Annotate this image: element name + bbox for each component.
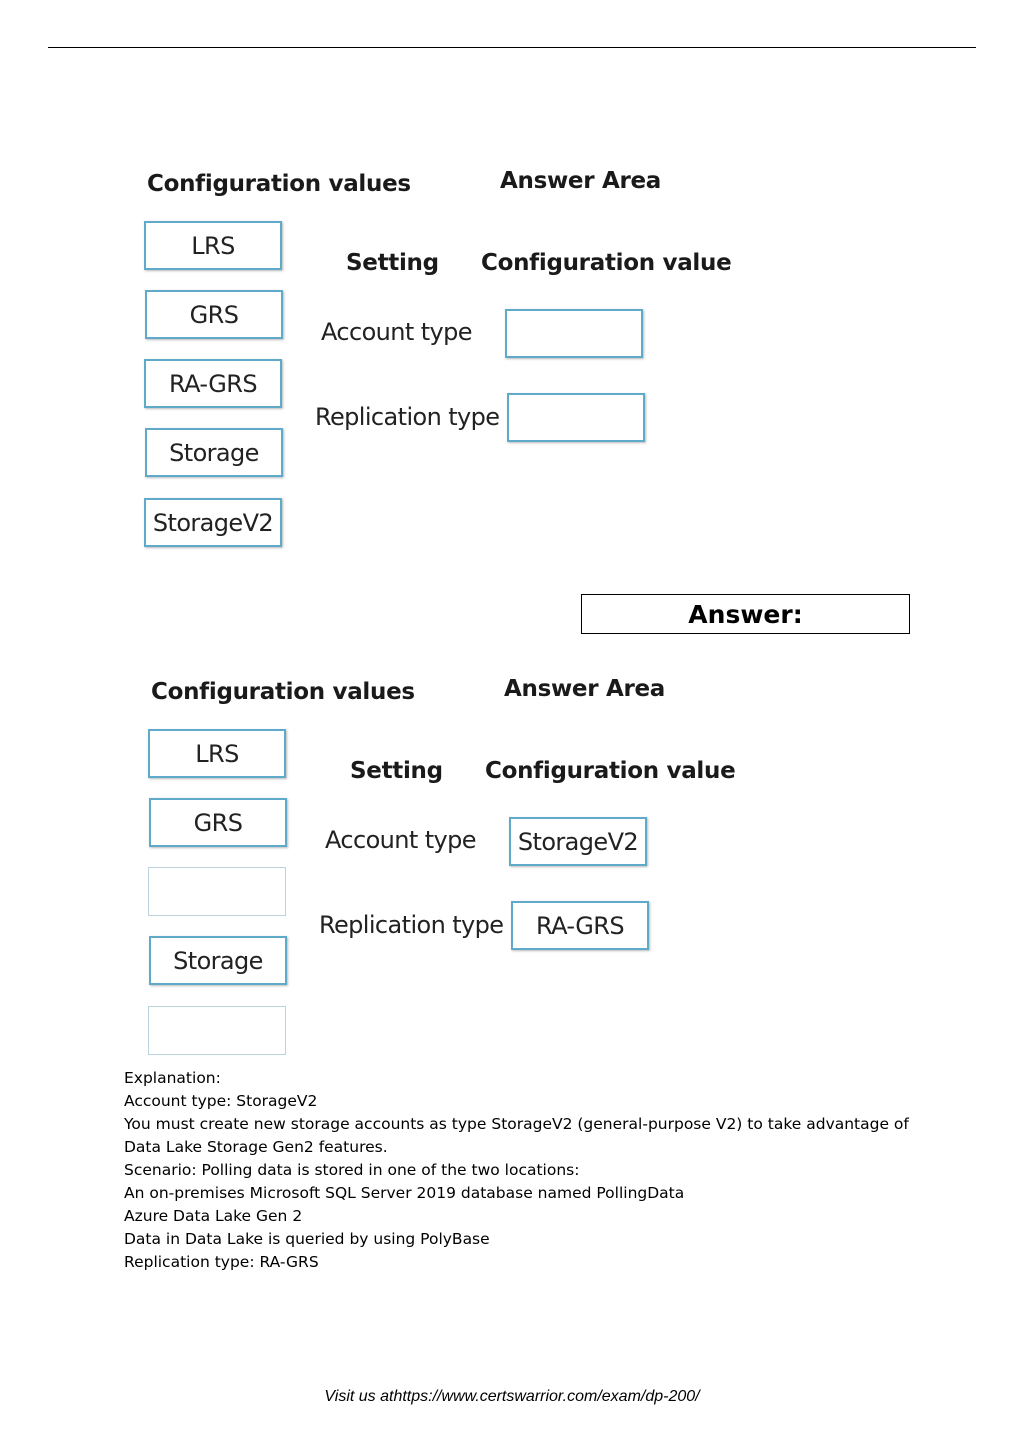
explanation-line: Data Lake Storage Gen2 features. bbox=[124, 1138, 388, 1156]
account-type-value[interactable]: StorageV2 bbox=[509, 817, 647, 866]
explanation-line: Account type: StorageV2 bbox=[124, 1092, 318, 1110]
explanation-line: Scenario: Polling data is stored in one of the two locations: bbox=[124, 1161, 580, 1179]
replication-type-label: Replication type bbox=[319, 911, 504, 939]
option-ra-grs[interactable]: RA-GRS bbox=[144, 359, 282, 408]
explanation-line: Azure Data Lake Gen 2 bbox=[124, 1207, 303, 1225]
explanation-line: An on-premises Microsoft SQL Server 2019 database named PollingData bbox=[124, 1184, 685, 1202]
option-grs[interactable]: GRS bbox=[149, 798, 287, 847]
explanation-text bbox=[124, 1067, 924, 1274]
account-type-drop-target[interactable] bbox=[505, 309, 643, 358]
option-storagev2[interactable]: StorageV2 bbox=[144, 498, 282, 547]
answer-area-heading: Answer Area bbox=[500, 168, 662, 194]
option-storage[interactable]: Storage bbox=[149, 936, 287, 985]
footer-link[interactable]: Visit us athttps://www.certswarrior.com/exam/dp-200/ bbox=[324, 1388, 700, 1405]
option-grs[interactable]: GRS bbox=[145, 290, 283, 339]
account-type-label: Account type bbox=[321, 318, 472, 346]
explanation-line: Data in Data Lake is queried by using PolyBase bbox=[124, 1230, 490, 1248]
answer-banner: Answer: bbox=[581, 594, 910, 634]
replication-type-value[interactable]: RA-GRS bbox=[511, 901, 649, 950]
account-type-label: Account type bbox=[325, 826, 476, 854]
option-storage[interactable]: Storage bbox=[145, 428, 283, 477]
setting-heading: Setting bbox=[350, 758, 443, 784]
answer-area-heading: Answer Area bbox=[504, 676, 666, 702]
explanation-line: You must create new storage accounts as type StorageV2 (general-purpose V2) to take advantage of bbox=[124, 1115, 909, 1133]
replication-type-label: Replication type bbox=[315, 403, 500, 431]
replication-type-drop-target[interactable] bbox=[507, 393, 645, 442]
config-value-heading: Configuration value bbox=[481, 250, 732, 276]
setting-heading: Setting bbox=[346, 250, 439, 276]
config-values-heading: Configuration values bbox=[151, 679, 415, 705]
header-rule bbox=[48, 47, 976, 48]
explanation-line: Explanation: bbox=[124, 1069, 221, 1087]
option-lrs[interactable]: LRS bbox=[144, 221, 282, 270]
config-values-heading: Configuration values bbox=[147, 171, 411, 197]
config-value-heading: Configuration value bbox=[485, 758, 736, 784]
option-lrs[interactable]: LRS bbox=[148, 729, 286, 778]
explanation-line: Replication type: RA-GRS bbox=[124, 1253, 319, 1271]
option-slot-empty[interactable] bbox=[148, 867, 286, 916]
option-slot-empty[interactable] bbox=[148, 1006, 286, 1055]
